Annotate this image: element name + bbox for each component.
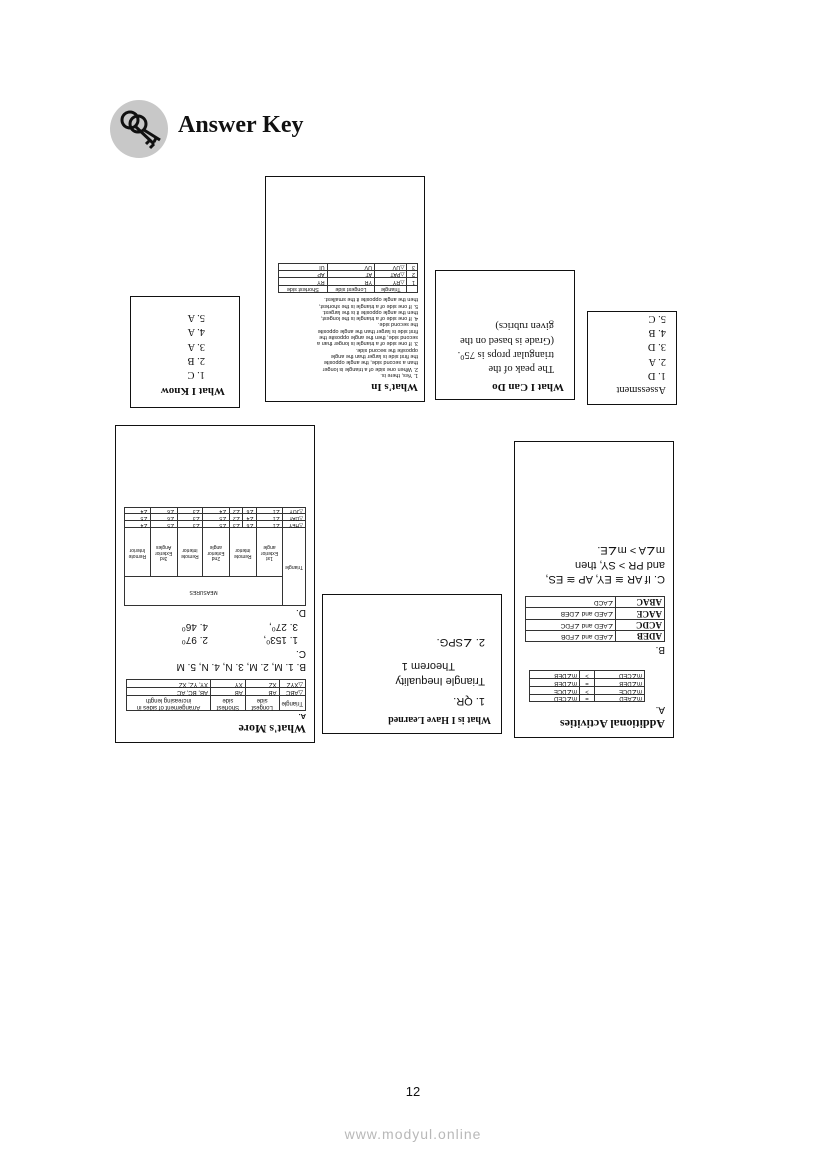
table-cell: ∠4	[243, 514, 257, 521]
table-cell: ∠3	[177, 514, 203, 521]
table-cell: △DAY	[283, 514, 306, 521]
list-item: 2. B	[187, 354, 205, 366]
table-header: 3rd Exterior Angles	[150, 527, 177, 576]
section-c-answers	[124, 619, 306, 646]
table-cell: m∠DEB	[530, 678, 580, 686]
what-i-can-do-box	[435, 270, 575, 400]
table-header: Shortest side	[211, 696, 246, 711]
table-cell: AB	[211, 688, 246, 696]
section-b-label: B.	[655, 643, 665, 655]
list-item: 5. A	[187, 312, 205, 324]
table-cell: AP	[279, 271, 328, 278]
table-cell: ADEB	[616, 631, 665, 642]
text-line: Theorem 1	[401, 660, 455, 673]
watermark: www.modyul.online	[344, 1126, 482, 1142]
table-cell: ∠3	[177, 521, 203, 528]
table-header: Longest side	[327, 285, 374, 292]
table-header: Shortest side	[279, 285, 328, 292]
table-header-row	[127, 696, 306, 711]
assessment-title: Assessment	[616, 384, 666, 395]
table-cell: m∠DEB	[530, 670, 580, 678]
table-cell: ∠1	[256, 514, 282, 521]
table-row	[530, 670, 645, 678]
table-cell: >	[579, 670, 594, 678]
list-item: 2. A	[648, 355, 666, 367]
text-line: the first side is larger than the angle	[330, 353, 418, 360]
table-cell: ABAC	[616, 597, 665, 608]
what-i-can-do-text	[446, 318, 564, 375]
whats-in-title: What's In	[371, 381, 418, 393]
table-row	[279, 263, 418, 270]
table-header: 1st Exterior angle	[256, 527, 282, 576]
text-line: than a second side, the angle opposite	[323, 359, 418, 366]
table-cell: AT	[327, 271, 374, 278]
table-cell: m∠DEB	[595, 678, 645, 686]
table-cell: AB, BC, AC	[127, 688, 211, 696]
whats-more-table-d	[124, 507, 306, 606]
keys-icon	[110, 100, 168, 158]
table-header-row	[279, 285, 418, 292]
text-line: opposite the second side.	[355, 346, 418, 353]
table-cell: △JOY	[283, 507, 306, 514]
table-cell: ∠4	[203, 507, 230, 514]
whats-in-text	[272, 296, 418, 378]
table-header: Triangle	[375, 285, 407, 292]
table-cell: m∠AED	[595, 694, 645, 702]
table-header: Triangle	[283, 527, 306, 605]
text-line: first side is larger than the angle opposite	[317, 327, 418, 334]
text-line: The peak of the	[488, 363, 554, 374]
additional-table-b	[525, 596, 665, 642]
table-cell: △PAT	[375, 271, 407, 278]
list-item: 1. C	[187, 369, 205, 380]
table-cell: 2	[407, 271, 418, 278]
table-cell: XY, YZ, XZ	[127, 680, 211, 688]
section-a-label: A.	[655, 704, 665, 715]
text-line: second side, then the angle opposite the	[319, 334, 418, 341]
what-i-have-learned-text	[333, 635, 491, 708]
table-row	[526, 631, 665, 642]
table-cell: =	[579, 678, 594, 686]
table-cell: ∠1	[256, 507, 282, 514]
page-number: 12	[405, 1084, 421, 1099]
table-cell: m∠CED	[530, 694, 580, 702]
list-item: 4. B	[648, 327, 666, 339]
what-i-have-learned-title: What is I Have Learned	[388, 714, 491, 725]
table-header: Remote interior	[177, 527, 203, 576]
table-cell: m∠DCE	[530, 686, 580, 694]
table-cell: m∠DCE	[595, 686, 645, 694]
table-header: Arrangement of sides in increasing length	[127, 696, 211, 711]
table-cell: YR	[327, 278, 374, 285]
section-c-label: C.	[296, 647, 306, 659]
table-cell: △HEY	[283, 521, 306, 528]
table-cell: >	[579, 686, 594, 694]
additional-activities-title: Additional Activities	[559, 717, 665, 731]
table-row	[127, 688, 306, 696]
section-b-answers: B. 1. M, 2. M, 3. N, 4. N, 5. M	[176, 661, 306, 673]
whats-more-table-a	[126, 679, 306, 711]
section-d-label: D.	[296, 607, 306, 619]
list-item: 1. D	[647, 369, 666, 381]
text-line: Triangle Inequality	[395, 674, 485, 687]
table-cell: ∠4	[125, 507, 151, 514]
table-row	[127, 680, 306, 688]
table-row	[530, 686, 645, 694]
table-cell: AB	[245, 688, 279, 696]
table-cell: ∠5	[203, 521, 230, 528]
table-cell: XY	[211, 680, 246, 688]
table-row	[530, 678, 645, 686]
text-line: 3. If one side of a triangle is longer than a	[317, 340, 418, 347]
table-cell: ∠AED and ∠DEB	[526, 608, 617, 619]
what-i-have-learned-box	[322, 594, 502, 734]
additional-table-a	[529, 670, 645, 703]
table-row	[279, 278, 418, 285]
table-cell: XZ	[245, 680, 279, 688]
table-cell: ∠2	[229, 514, 243, 521]
answer-key-header	[110, 100, 370, 160]
text-line: then the angle opposite it is the largest.	[322, 308, 418, 315]
table-cell: 3	[407, 263, 418, 270]
what-i-know-box	[130, 296, 240, 408]
table-header: Triangle	[279, 696, 305, 711]
table-row	[526, 597, 665, 608]
table-cell: ∠3	[229, 521, 243, 528]
table-cell: △RY	[375, 278, 407, 285]
text-line: 2. When one side of a triangle is longer	[322, 365, 418, 372]
table-header: 2nd Exterior angle	[203, 527, 230, 576]
table-cell: 1	[407, 278, 418, 285]
table-row	[526, 619, 665, 630]
table-cell: ∠6	[243, 521, 257, 528]
text-line: then the angle opposite it the smallest.	[324, 296, 418, 303]
table-row	[279, 271, 418, 278]
text-line: 4. If one side of a triangle is the longest,	[320, 315, 418, 322]
table-row	[125, 514, 306, 521]
text-line: (Grade is based on the	[460, 334, 554, 346]
table-cell: AACE	[616, 608, 665, 619]
additional-activities-box	[514, 441, 674, 738]
table-cell: RY	[279, 278, 328, 285]
table-cell: ∠4	[125, 521, 151, 528]
answer: 3. 27⁰,	[268, 620, 298, 632]
what-i-know-title: What I Know	[160, 385, 225, 397]
table-header: Remote Interior	[125, 527, 151, 576]
text-line: C. If AR ≅ EY, AP ≅ ES,	[545, 573, 665, 586]
table-header: Remote interior	[229, 527, 256, 576]
table-cell: ∠AED and ∠FDB	[526, 631, 617, 642]
assessment-box	[587, 311, 677, 405]
table-row	[526, 608, 665, 619]
table-cell: △UV	[375, 263, 407, 270]
text-line: m∠A > m∠E.	[597, 544, 665, 557]
page-title: Answer Key	[178, 112, 304, 138]
text-line: 1. QR.	[453, 695, 485, 707]
whats-in-table	[278, 263, 418, 293]
measures-header: MEASURES	[125, 576, 283, 605]
text-line: triangular props is 75⁰.	[457, 348, 554, 360]
table-cell: ∠2	[229, 507, 243, 514]
list-item: 3. A	[187, 340, 205, 352]
text-line: 1. Yes, there is.	[380, 372, 418, 378]
table-row	[125, 521, 306, 528]
table-cell: ACDC	[616, 619, 665, 630]
table-cell: △XYZ	[279, 680, 305, 688]
table-cell: ∠6	[150, 507, 177, 514]
table-row	[125, 507, 306, 514]
table-cell: ∠AED and ∠FDC	[526, 619, 617, 630]
table-header	[407, 285, 418, 292]
answer: 1. 153⁰,	[263, 634, 298, 646]
table-header-row	[125, 527, 306, 576]
table-header-row	[125, 576, 306, 605]
table-cell: ∠6	[150, 514, 177, 521]
table-cell: ∠5	[203, 514, 230, 521]
list-item: 4. A	[187, 326, 205, 338]
list-item: 5. C	[648, 313, 666, 325]
answer: 2. 97⁰	[181, 634, 208, 646]
text-line: the second side.	[377, 321, 418, 328]
text-line: 5. If one side of a triangle is the shortest,	[318, 302, 418, 309]
table-cell: ∠3	[177, 507, 203, 514]
whats-in-box	[265, 176, 425, 402]
table-cell: =	[579, 694, 594, 702]
table-header: Longest side	[245, 696, 279, 711]
text-line: 2. ∠SPG.	[436, 636, 485, 649]
table-cell: UI	[279, 263, 328, 270]
what-i-can-do-title: What I Can Do	[492, 381, 564, 393]
table-cell: ∠5	[150, 521, 177, 528]
table-cell: ∠1	[256, 521, 282, 528]
table-cell: ∠ACD	[526, 597, 617, 608]
table-cell: ∠5	[125, 514, 151, 521]
list-item: 3. D	[647, 341, 666, 353]
answer: 4. 46⁰	[181, 620, 208, 632]
assessment-list	[598, 311, 666, 382]
section-c-text	[523, 543, 665, 586]
section-a-label: A.	[298, 712, 306, 721]
table-cell: ∠6	[243, 507, 257, 514]
whats-more-box	[115, 425, 315, 743]
text-line: and PR > SY, then	[574, 558, 665, 571]
table-cell: UV	[327, 263, 374, 270]
whats-more-title: What's More	[238, 722, 306, 736]
what-i-know-list	[141, 310, 225, 381]
table-cell: m∠CED	[595, 670, 645, 678]
text-line: given rubrics)	[495, 320, 554, 332]
table-row	[530, 694, 645, 702]
table-cell: △ABC	[279, 688, 305, 696]
